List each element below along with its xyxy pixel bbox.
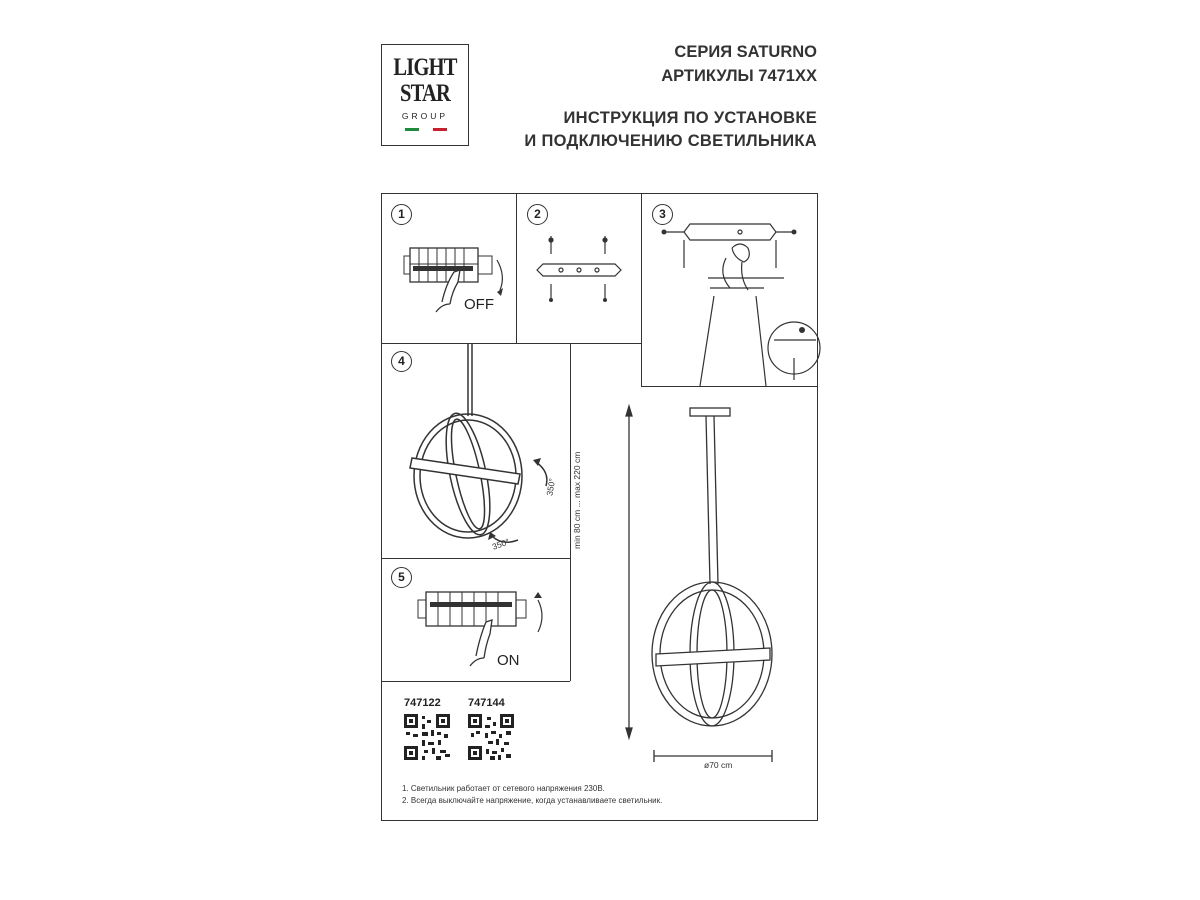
rotation-label-1: 350° xyxy=(544,477,558,497)
instruction-title-line-1: ИНСТРУКЦИЯ ПО УСТАНОВКЕ xyxy=(563,109,817,127)
note-2: 2. Всегда выключайте напряжение, когда устанавливаете светильник. xyxy=(402,796,663,805)
divider xyxy=(641,386,818,387)
qr-code-icon xyxy=(404,714,450,760)
rotation-label-2: 350° xyxy=(490,536,511,552)
qr-code-icon xyxy=(468,714,514,760)
mounting-bracket-icon xyxy=(527,232,637,312)
height-dimension-label: min 80 cm ... max 220 cm xyxy=(572,451,582,549)
product-code-2: 747144 xyxy=(468,697,505,709)
logo-line-3: GROUP xyxy=(401,111,449,121)
instruction-title-line-2: И ПОДКЛЮЧЕНИЮ СВЕТИЛЬНИКА xyxy=(524,132,817,150)
step-1-number: 1 xyxy=(391,204,412,225)
instruction-sheet xyxy=(381,193,818,821)
ceiling-mount-wiring-icon xyxy=(644,218,819,386)
divider xyxy=(382,681,570,682)
step-1-label: OFF xyxy=(464,296,494,313)
divider xyxy=(641,194,642,386)
italian-flag-icon xyxy=(405,128,447,131)
brand-logo xyxy=(381,44,469,146)
diameter-dimension-label: ø70 cm xyxy=(704,760,733,770)
circuit-breaker-on-icon xyxy=(410,586,560,671)
divider xyxy=(382,558,570,559)
step-5-number: 5 xyxy=(391,567,412,588)
series-title: СЕРИЯ SATURNO xyxy=(674,43,817,61)
step-4-number: 4 xyxy=(391,351,412,372)
note-1: 1. Светильник работает от сетевого напряжения 230В. xyxy=(402,784,605,793)
logo-line-2: STAR xyxy=(400,80,450,107)
product-code-1: 747122 xyxy=(404,697,441,709)
logo-line-1: LIGHT xyxy=(393,54,457,81)
step-3-number: 3 xyxy=(652,204,673,225)
step-2-number: 2 xyxy=(527,204,548,225)
rotating-rings-icon xyxy=(402,344,567,554)
divider xyxy=(516,194,517,343)
divider xyxy=(570,343,571,681)
articles-title: АРТИКУЛЫ 7471XX xyxy=(661,67,817,85)
circuit-breaker-off-icon xyxy=(402,242,512,317)
fixture-dimension-drawing xyxy=(612,404,812,774)
step-5-label: ON xyxy=(497,652,520,669)
